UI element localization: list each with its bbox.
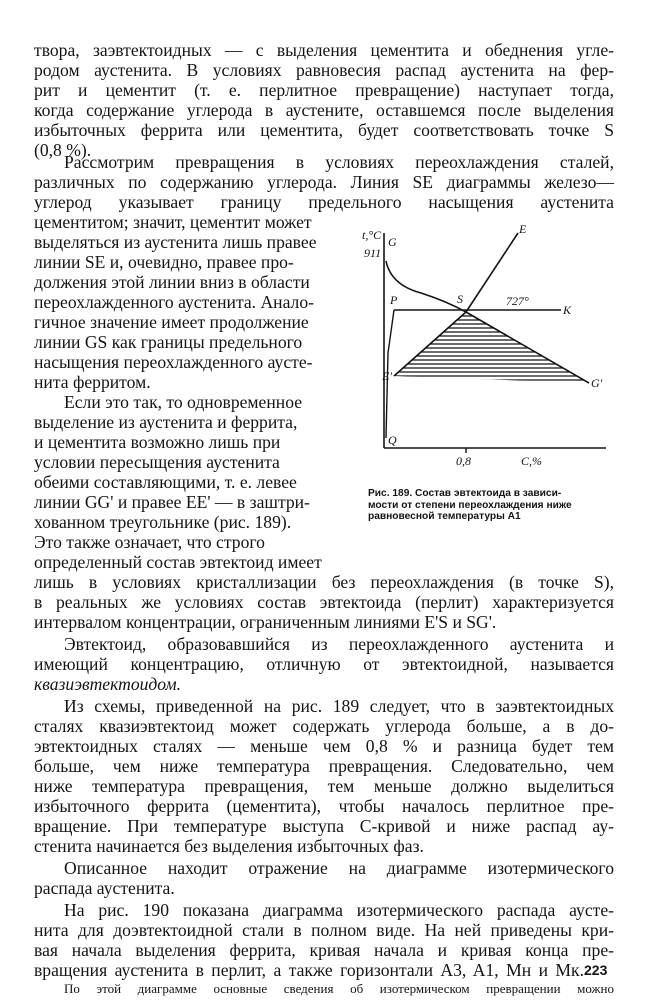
label-E-prime: E' (382, 369, 392, 383)
text-line: избыточного феррита (цементита), чтобы началось перлитное пре- (34, 796, 614, 816)
text-line: линии GS как границы предельного (34, 332, 303, 352)
text-line: сталях квазиэвтектоид может содержать углерода больше, а в до- (34, 716, 614, 736)
text-line: гичное значение имеет продолжение (34, 312, 309, 332)
text-line: (0,8 %). (34, 140, 92, 160)
text-line: больше, чем ниже температура превращения. Следовательно, чем (34, 756, 614, 776)
paragraph-start: На рис. 190 показана диаграмма изотермического распада аусте- (64, 900, 614, 920)
paragraph-start: Рассмотрим превращения в условиях переохлаждения сталей, (64, 152, 614, 172)
text-line: выделяться из аустенита лишь правее (34, 232, 317, 252)
x-tick-0-8: 0,8 (456, 454, 471, 468)
text-line: твора, заэвтектоидных — с выделения цементита и обеднения угле- (34, 40, 614, 60)
text-line: определенный состав эвтектоид имеет (34, 552, 322, 572)
page-number: 223 (584, 962, 608, 978)
text-line: обеими составляющими, т. е. левее (34, 472, 297, 492)
label-727: 727° (506, 294, 529, 308)
label-K: K (563, 303, 572, 317)
text-line: имеющий концентрацию, отличную от эвтектоидной, называется (34, 654, 614, 674)
paragraph-start: Описанное находит отражение на диаграмме изотермического (64, 858, 614, 878)
text-line: насыщения переохлажденного аусте- (34, 352, 313, 372)
footnote-line: По этой диаграмме основные сведения об изотермическом превращении можно (64, 981, 614, 996)
paragraph-start: Из схемы, приведенной на рис. 189 следует, что в заэвтектоидных (64, 696, 614, 716)
text-line: вращение. При температуре выступа С-кривой и ниже распад ау- (34, 816, 614, 836)
text-line: нита для доэвтектоидной стали в полном виде. На ней приведены кри- (34, 920, 614, 940)
y-axis-label: t,°C (362, 228, 382, 242)
text-line: родом аустенита. В условиях равновесия распад аустенита на фер- (34, 60, 614, 80)
text-line: выделение из аустенита и феррита, (34, 412, 298, 432)
text-line: эвтектоидных сталях — меньше чем 0,8 % и разница будет тем (34, 736, 614, 756)
label-G-prime: G' (591, 376, 603, 390)
label-Q: Q (388, 433, 397, 447)
caption-line: равновесной температуры A1 (368, 511, 521, 522)
text-line: и цементита возможно лишь при (34, 432, 281, 452)
text-line: лишь в условиях кристаллизации без переохлаждения (в точке S), (34, 572, 614, 592)
text-line: хованном треугольнике (рис. 189). (34, 512, 292, 532)
caption-line: мости от степени переохлаждения ниже (368, 499, 572, 511)
term-quasi-eutectoid: квазиэвтектоидом. (34, 674, 182, 694)
text-line: стенита начинается без выделения избыточных фаз. (34, 836, 424, 856)
figure-caption (368, 488, 618, 523)
text-line: когда содержание углерода в аустените, оставшемся после выделения (34, 100, 614, 120)
text-line: углерод указывает границу предельного насыщения аустенита (34, 192, 614, 212)
x-axis-label: C,% (521, 454, 542, 468)
text-line: вая начала выделения феррита, кривая начала и кривая конца пре- (34, 940, 614, 960)
caption-line: Рис. 189. Состав эвтектоида в зависи- (368, 488, 562, 499)
y-tick-911: 911 (364, 246, 382, 260)
label-P: P (390, 293, 398, 307)
text-line: условии пересыщения аустенита (34, 452, 280, 472)
text-line: линии SE и, очевидно, правее про- (34, 252, 294, 272)
text-line: в реальных же условиях состав эвтектоида (перлит) характеризуется (34, 592, 614, 612)
figure-189 (356, 213, 626, 483)
text-line: нита ферритом. (34, 372, 151, 392)
text-line: интервалом концентрации, ограниченным линиями E'S и SG'. (34, 612, 497, 632)
text-line: различных по содержанию углерода. Линия SE диаграммы железо— (34, 172, 614, 192)
text-line: Это также означает, что строго (34, 532, 265, 552)
label-S: S (457, 292, 463, 306)
text-line: распада аустенита. (34, 878, 175, 898)
text-line: рит и цементит (т. е. перлитное превращение) наступает тогда, (34, 80, 614, 100)
label-E: E (519, 222, 527, 236)
text-line: ниже температура превращения, тем меньше должно выделиться (34, 776, 614, 796)
text-line: линии GG' и правее EE' — в заштри- (34, 492, 310, 512)
paragraph-start: Если это так, то одновременное (64, 392, 303, 412)
paragraph-start: Эвтектоид, образовавшийся из переохлажденного аустенита и (64, 634, 614, 654)
text-line: вращения аустенита в перлит, а также горизонтали A3, A1, Mн и Mк. (34, 960, 584, 980)
text-line: переохлажденного аустенита. Анало- (34, 292, 314, 312)
text-line: избыточных феррита или цементита, будет соответствовать точке S (34, 120, 614, 140)
curve-GS (386, 261, 466, 312)
text-line: цементитом; значит, цементит может (34, 212, 312, 232)
text-line: должения этой линии вниз в области (34, 272, 310, 292)
label-G: G (388, 235, 397, 249)
